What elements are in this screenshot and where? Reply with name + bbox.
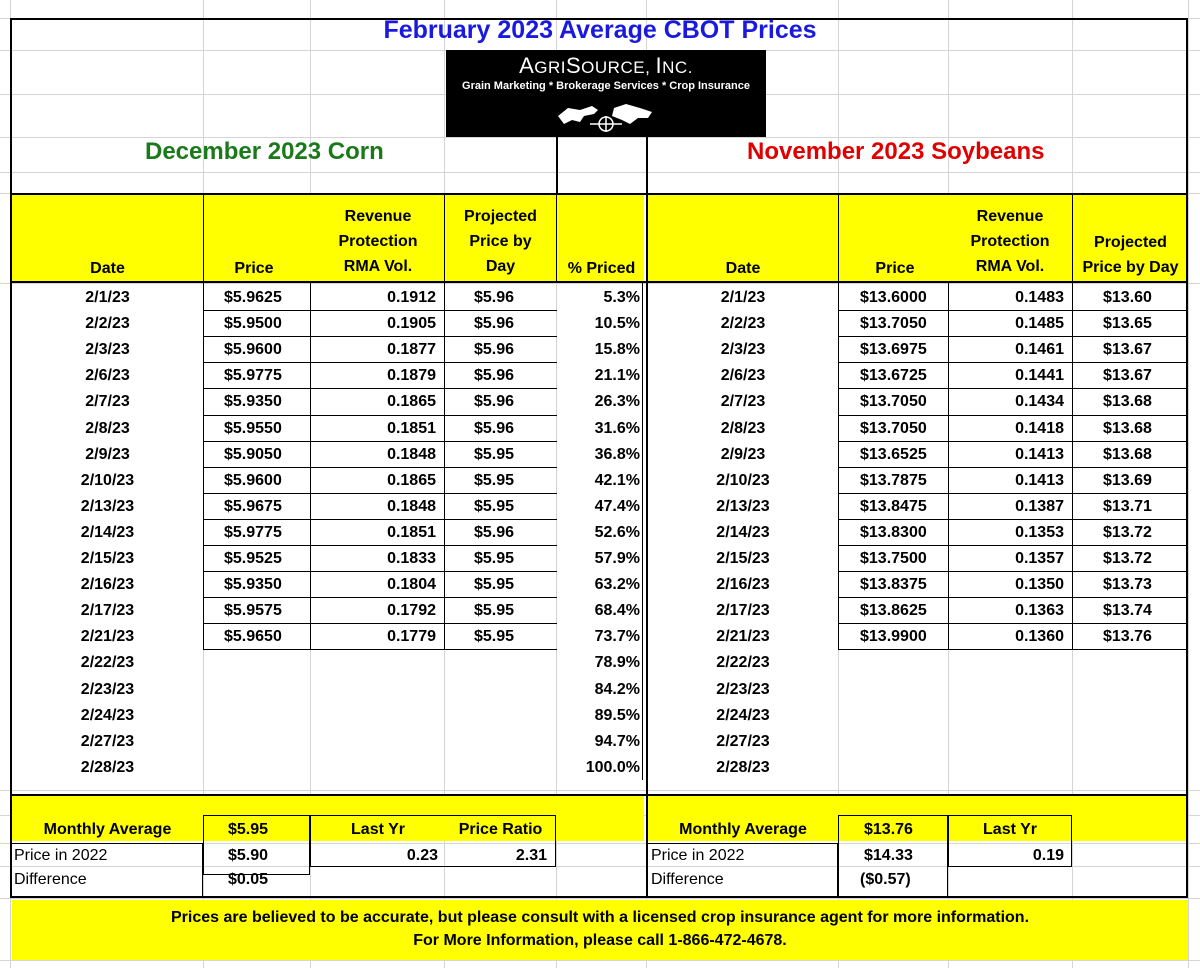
corn-rma-cell: 0.1833 <box>387 550 436 567</box>
soy-date-cell: 2/23/23 <box>716 680 770 698</box>
soy-rma-cell: 0.1441 <box>1015 367 1064 385</box>
corn-rma-cell: 0.1851 <box>387 523 436 541</box>
soy-rma-cell: 0.1350 <box>1015 576 1064 594</box>
corn-projected-cell: $5.95 <box>474 497 515 515</box>
corn-priced-cell: 63.2% <box>594 576 640 594</box>
soy-projected-cell: $13.68 <box>1103 445 1152 463</box>
corn-difference-label: Difference <box>14 871 87 888</box>
corn-priced-cell: 31.6% <box>594 419 640 437</box>
corn-rma-cell: 0.1848 <box>387 445 436 463</box>
soy-projected-cell: $13.67 <box>1103 367 1152 385</box>
corn-rma-cell: 0.1865 <box>387 393 436 411</box>
corn-priced-cell: 47.4% <box>594 497 640 515</box>
soy-projected-cell: $13.73 <box>1103 576 1152 594</box>
soy-monthly-average: $13.76 <box>864 821 913 838</box>
corn-price-cell: $5.9350 <box>224 576 282 594</box>
soy-row-border <box>838 415 1188 416</box>
corn-row-border <box>203 415 557 416</box>
corn-rma-cell: 0.1865 <box>387 471 436 489</box>
corn-date-cell: 2/24/23 <box>80 706 135 724</box>
bull-bear-icon <box>554 98 658 134</box>
corn-difference: $0.05 <box>228 871 269 888</box>
soy-rma-cell: 0.1413 <box>1015 471 1064 489</box>
disclaimer-line-1: Prices are believed to be accurate, but please consult with a licensed crop insurance agent for more information. <box>170 909 1030 926</box>
soy-price-cell: $13.6725 <box>860 367 927 385</box>
corn-date-cell: 2/14/23 <box>80 523 135 541</box>
corn-price-ratio-label: Price Ratio <box>458 821 543 838</box>
corn-priced-cell: 89.5% <box>594 706 640 724</box>
soy-date-cell: 2/17/23 <box>716 602 770 620</box>
soy-row-border <box>838 493 1188 494</box>
soy-row-border <box>838 310 1188 311</box>
corn-row-border <box>203 519 557 520</box>
soy-date-cell: 2/9/23 <box>720 445 766 463</box>
disclaimer <box>0 906 1200 952</box>
corn-price-cell: $5.9550 <box>224 419 282 437</box>
soy-rma-cell: 0.1357 <box>1015 550 1064 567</box>
soy-row-border <box>838 571 1188 572</box>
corn-date-cell: 2/23/23 <box>80 680 135 698</box>
corn-projected-cell: $5.96 <box>474 393 515 411</box>
soy-date-cell: 2/7/23 <box>720 393 766 411</box>
soy-projected-cell: $13.68 <box>1103 419 1152 437</box>
corn-projected-cell: $5.96 <box>474 315 515 333</box>
corn-date-cell: 2/15/23 <box>80 550 135 567</box>
soy-price-cell: $13.7050 <box>860 419 927 437</box>
corn-header-rma: Revenue Protection RMA Vol. <box>338 208 418 275</box>
corn-date-cell: 2/1/23 <box>85 289 130 306</box>
corn-price-2022: $5.90 <box>228 847 269 864</box>
corn-row-border <box>203 336 557 337</box>
soy-date-cell: 2/28/23 <box>716 758 770 776</box>
corn-price-ratio: 2.31 <box>515 847 547 864</box>
corn-price-cell: $5.9350 <box>224 393 282 411</box>
soy-date-cell: 2/24/23 <box>716 706 770 724</box>
corn-row-border <box>203 493 557 494</box>
corn-soy-divider-lower <box>646 137 648 898</box>
soy-header-rma: Revenue Protection RMA Vol. <box>970 208 1050 275</box>
corn-rma-cell: 0.1912 <box>387 289 436 306</box>
corn-monthly-average-label: Monthly Average <box>43 821 172 838</box>
corn-projected-cell: $5.96 <box>474 367 515 385</box>
corn-projected-cell: $5.95 <box>474 445 515 463</box>
corn-date-cell: 2/13/23 <box>80 497 135 515</box>
soy-projected-cell: $13.72 <box>1103 550 1152 567</box>
soy-projected-cell: $13.76 <box>1103 628 1152 646</box>
corn-price-cell: $5.9625 <box>224 289 282 306</box>
corn-rma-cell: 0.1848 <box>387 497 436 515</box>
corn-header-price: Price <box>234 260 274 277</box>
corn-priced-cell: 84.2% <box>594 680 640 698</box>
grid-column-line <box>1188 0 1189 968</box>
summary-top-rule <box>10 794 1188 796</box>
corn-priced-cell: 57.9% <box>594 550 640 567</box>
soy-date-cell: 2/27/23 <box>716 732 770 750</box>
corn-projected-cell: $5.95 <box>474 602 515 620</box>
soy-price-cell: $13.8300 <box>860 523 927 541</box>
corn-priced-cell: 73.7% <box>594 628 640 646</box>
corn-price-cell: $5.9675 <box>224 497 282 515</box>
corn-last-yr-label: Last Yr <box>351 821 405 838</box>
corn-date-cell: 2/21/23 <box>80 628 135 646</box>
corn-pct-border <box>642 283 643 780</box>
company-tagline: Grain Marketing * Brokerage Services * Crop Insurance <box>462 80 750 92</box>
soy-row-border <box>838 649 1188 650</box>
soy-projected-cell: $13.71 <box>1103 497 1152 515</box>
soy-price-cell: $13.7050 <box>860 315 927 333</box>
corn-rma-cell: 0.1779 <box>387 628 436 646</box>
soy-price-cell: $13.6975 <box>860 341 927 359</box>
soy-difference: ($0.57) <box>860 871 911 888</box>
soy-last-yr-value: 0.19 <box>1032 847 1064 864</box>
page-title: February 2023 Average CBOT Prices <box>383 16 817 44</box>
soy-date-cell: 2/3/23 <box>720 341 766 359</box>
soy-row-border <box>838 441 1188 442</box>
corn-priced-cell: 5.3% <box>603 289 640 306</box>
soy-rma-cell: 0.1413 <box>1015 445 1064 463</box>
soy-date-cell: 2/13/23 <box>716 497 770 515</box>
corn-price-cell: $5.9600 <box>224 471 282 489</box>
corn-date-cell: 2/17/23 <box>80 602 135 620</box>
corn-date-cell: 2/27/23 <box>80 732 135 750</box>
soy-rma-cell: 0.1485 <box>1015 315 1064 333</box>
soy-header-date: Date <box>725 260 761 277</box>
soy-date-cell: 2/1/23 <box>720 289 766 306</box>
corn-date-cell: 2/8/23 <box>85 419 130 437</box>
soy-date-cell: 2/14/23 <box>716 523 770 541</box>
soy-price-cell: $13.6525 <box>860 445 927 463</box>
corn-priced-cell: 26.3% <box>594 393 640 411</box>
corn-price-2022-label: Price in 2022 <box>14 847 108 864</box>
soy-row-border <box>838 467 1188 468</box>
corn-projected-cell: $5.96 <box>474 289 515 306</box>
corn-row-border <box>203 545 557 546</box>
soy-date-cell: 2/2/23 <box>720 315 766 333</box>
soy-price-cell: $13.7050 <box>860 393 927 411</box>
corn-priced-cell: 68.4% <box>594 602 640 620</box>
soy-projected-cell: $13.74 <box>1103 602 1152 620</box>
soy-row-border <box>838 362 1188 363</box>
corn-price-cell: $5.9775 <box>224 367 282 385</box>
soy-header-price: Price <box>875 260 915 277</box>
soy-date-cell: 2/16/23 <box>716 576 770 594</box>
corn-date-cell: 2/9/23 <box>85 445 130 463</box>
soy-difference-label: Difference <box>651 871 724 888</box>
corn-header-projected: Projected Price by Day <box>464 208 537 275</box>
soy-row-border <box>838 623 1188 624</box>
soy-price-cell: $13.6000 <box>860 289 927 306</box>
corn-priced-cell: 21.1% <box>594 367 640 385</box>
corn-projected-cell: $5.95 <box>474 576 515 594</box>
soy-price-2022: $14.33 <box>864 847 913 864</box>
corn-date-cell: 2/28/23 <box>80 758 135 776</box>
soy-projected-cell: $13.65 <box>1103 315 1152 333</box>
soy-rma-cell: 0.1461 <box>1015 341 1064 359</box>
corn-projected-cell: $5.96 <box>474 419 515 437</box>
soy-rma-cell: 0.1387 <box>1015 497 1064 515</box>
soy-heading: November 2023 Soybeans <box>747 138 1045 165</box>
soy-monthly-average-label: Monthly Average <box>679 821 807 838</box>
corn-row-border <box>203 310 557 311</box>
corn-last-yr-value: 0.23 <box>406 847 438 864</box>
corn-price-cell: $5.9775 <box>224 523 282 541</box>
soy-rma-cell: 0.1360 <box>1015 628 1064 646</box>
corn-date-cell: 2/16/23 <box>80 576 135 594</box>
corn-projected-cell: $5.95 <box>474 628 515 646</box>
corn-priced-cell: 52.6% <box>594 523 640 541</box>
corn-header-priced: % Priced <box>567 260 636 277</box>
company-logo <box>446 50 766 137</box>
corn-row-border <box>203 597 557 598</box>
corn-rma-cell: 0.1792 <box>387 602 436 620</box>
soy-projected-cell: $13.67 <box>1103 341 1152 359</box>
corn-price-cell: $5.9525 <box>224 550 282 567</box>
soy-price-cell: $13.8475 <box>860 497 927 515</box>
corn-price-cell: $5.9600 <box>224 341 282 359</box>
corn-row-border <box>203 649 557 650</box>
corn-date-cell: 2/22/23 <box>80 654 135 672</box>
corn-price-cell: $5.9500 <box>224 315 282 333</box>
soy-date-cell: 2/22/23 <box>716 654 770 672</box>
corn-rma-cell: 0.1905 <box>387 315 436 333</box>
company-name: AGRISOURCE, INC. <box>519 53 693 78</box>
corn-header-date: Date <box>90 260 125 277</box>
corn-row-border <box>203 362 557 363</box>
soy-price-cell: $13.8625 <box>860 602 927 620</box>
corn-priced-cell: 42.1% <box>594 471 640 489</box>
corn-projected-cell: $5.95 <box>474 471 515 489</box>
soy-date-cell: 2/6/23 <box>720 367 766 385</box>
soy-date-cell: 2/15/23 <box>716 550 770 567</box>
corn-rma-cell: 0.1879 <box>387 367 436 385</box>
corn-row-border <box>203 623 557 624</box>
soy-rma-cell: 0.1418 <box>1015 419 1064 437</box>
corn-priced-cell: 36.8% <box>594 445 640 463</box>
corn-row-border <box>203 467 557 468</box>
soy-price-cell: $13.7875 <box>860 471 927 489</box>
corn-rma-cell: 0.1804 <box>387 576 436 594</box>
soy-date-cell: 2/21/23 <box>716 628 770 646</box>
corn-row-border <box>203 388 557 389</box>
soy-price-2022-label: Price in 2022 <box>651 847 745 864</box>
corn-projected-cell: $5.96 <box>474 341 515 359</box>
soy-row-border <box>838 388 1188 389</box>
soy-projected-cell: $13.72 <box>1103 523 1152 541</box>
soy-rma-cell: 0.1363 <box>1015 602 1064 620</box>
corn-monthly-average: $5.95 <box>228 821 269 838</box>
corn-priced-cell: 94.7% <box>594 732 640 750</box>
corn-date-cell: 2/3/23 <box>85 341 130 359</box>
soy-price-cell: $13.8375 <box>860 576 927 594</box>
corn-heading: December 2023 Corn <box>145 138 384 165</box>
corn-date-cell: 2/7/23 <box>85 393 130 411</box>
soy-row-border <box>838 336 1188 337</box>
corn-rma-cell: 0.1851 <box>387 419 436 437</box>
soy-projected-cell: $13.68 <box>1103 393 1152 411</box>
soy-date-cell: 2/8/23 <box>720 419 766 437</box>
corn-price-cell: $5.9650 <box>224 628 282 646</box>
corn-priced-cell: 78.9% <box>594 654 640 672</box>
soy-price-col-line <box>838 194 839 282</box>
corn-rma-cell: 0.1877 <box>387 341 436 359</box>
corn-projected-cell: $5.95 <box>474 550 515 567</box>
soy-projected-cell: $13.60 <box>1103 289 1152 306</box>
disclaimer-line-2: For More Information, please call 1-866-472-4678. <box>413 932 787 949</box>
soy-row-border <box>838 597 1188 598</box>
corn-date-cell: 2/2/23 <box>85 315 130 333</box>
header-bottom-line <box>10 281 1188 283</box>
corn-row-border <box>203 441 557 442</box>
corn-priced-cell: 10.5% <box>594 315 640 333</box>
soy-price-cell: $13.9900 <box>860 628 927 646</box>
corn-price-cell: $5.9050 <box>224 445 282 463</box>
grid-row-line <box>0 898 1200 899</box>
corn-projected-cell: $5.96 <box>474 523 515 541</box>
soy-price-cell: $13.7500 <box>860 550 927 567</box>
soy-rma-cell: 0.1483 <box>1015 289 1064 306</box>
soy-rma-cell: 0.1353 <box>1015 523 1064 541</box>
soy-rma-cell: 0.1434 <box>1015 393 1064 411</box>
corn-row-border <box>203 571 557 572</box>
corn-date-cell: 2/10/23 <box>80 471 135 489</box>
grid-row-line <box>0 960 1200 961</box>
corn-date-cell: 2/6/23 <box>85 367 130 385</box>
corn-priced-cell: 15.8% <box>594 341 640 359</box>
top-rule <box>10 193 1188 195</box>
corn-price-cell: $5.9575 <box>224 602 282 620</box>
corn-priced-cell: 100.0% <box>585 758 640 776</box>
soy-row-border <box>838 519 1188 520</box>
soy-header-projected: Projected Price by Day <box>1082 234 1179 276</box>
soy-date-cell: 2/10/23 <box>716 471 770 489</box>
soy-row-border <box>838 545 1188 546</box>
soy-last-yr-label: Last Yr <box>983 821 1037 838</box>
soy-projected-cell: $13.69 <box>1103 471 1152 489</box>
corn-soy-divider-upper <box>556 137 558 194</box>
